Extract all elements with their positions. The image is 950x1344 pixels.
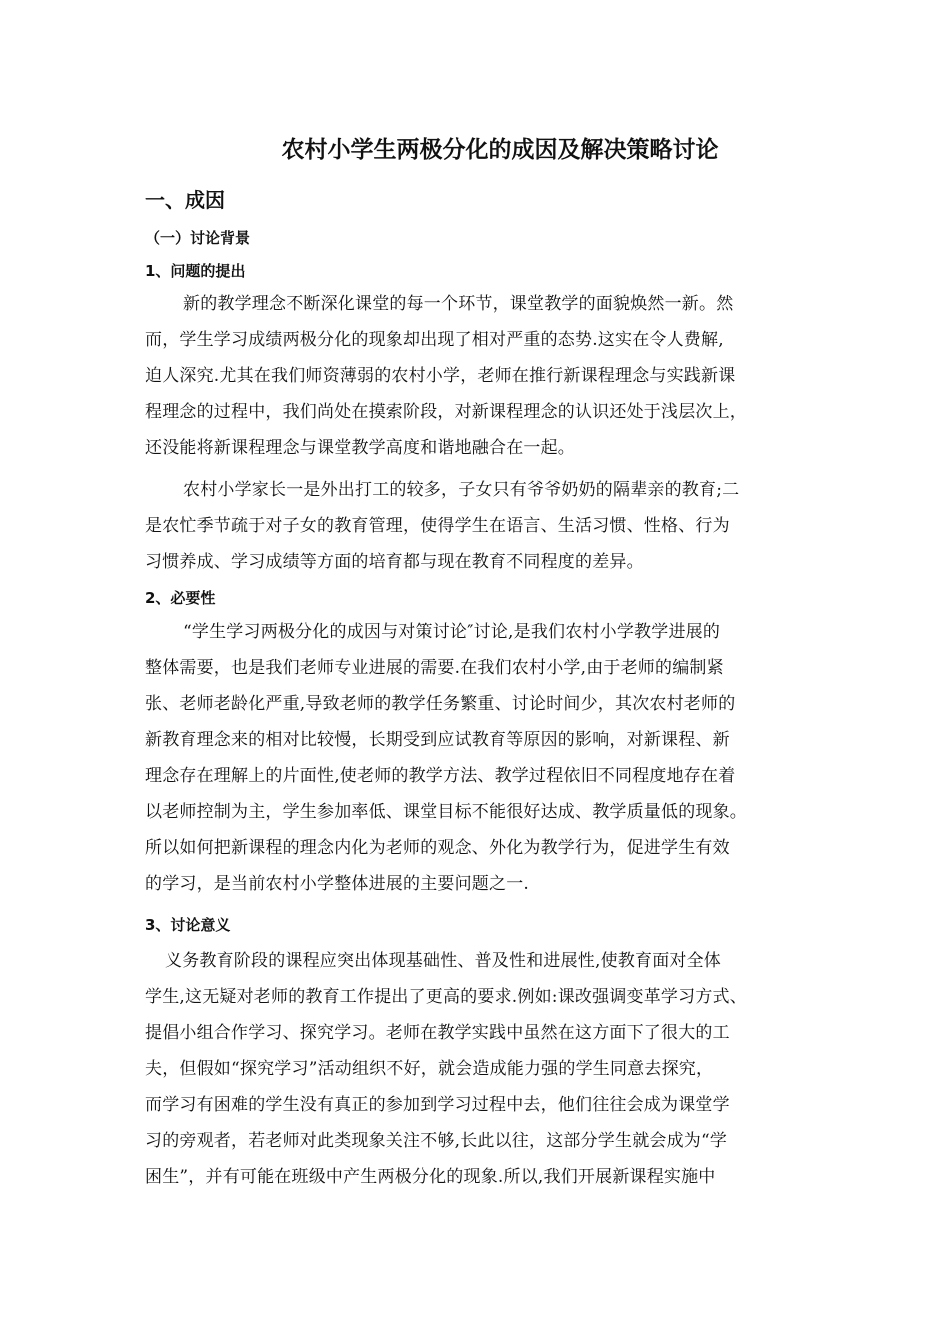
text-line: 程理念的过程中，我们尚处在摸索阶段，对新课程理念的认识还处于浅层次上， (145, 402, 747, 422)
text-line: 夫，但假如“探究学习”活动组织不好，就会造成能力强的学生同意去探究， (145, 1059, 714, 1079)
item-heading-necessity: 2、必要性 (145, 589, 216, 607)
section-heading-causes: 一、成因 (145, 188, 225, 212)
item-heading-problem: 1、问题的提出 (145, 262, 246, 280)
subsection-heading-background: （一）讨论背景 (145, 229, 251, 247)
text-line: 以老师控制为主，学生参加率低、课堂目标不能很好达成、教学质量低的现象。 (145, 802, 747, 822)
paragraph-necessity (145, 614, 825, 902)
text-line: 而学习有困难的学生没有真正的参加到学习过程中去，他们往往会成为课堂学 (145, 1095, 730, 1115)
text-line: 习惯养成、学习成绩等方面的培育都与现在教育不同程度的差异。 (145, 552, 644, 572)
paragraph-problem-2 (145, 472, 825, 580)
text-line: 是农忙季节疏于对子女的教育管理，使得学生在语言、生活习惯、性格、行为 (145, 516, 730, 536)
text-line: 的学习，是当前农村小学整体进展的主要问题之一. (145, 874, 530, 894)
text-line: 困生”，并有可能在班级中产生两极分化的现象.所以,我们开展新课程实施中 (145, 1167, 716, 1187)
paragraph-problem-1 (145, 286, 825, 466)
text-line: 农村小学家长一是外出打工的较多，子女只有爷爷奶奶的隔辈亲的教育;二 (183, 480, 740, 500)
text-line: 还没能将新课程理念与课堂教学高度和谐地融合在一起。 (145, 438, 575, 458)
text-line: “学生学习两极分化的成因与对策讨论″讨论,是我们农村小学教学进展的 (183, 622, 721, 642)
text-line: 所以如何把新课程的理念内化为老师的观念、外化为教学行为，促进学生有效 (145, 838, 730, 858)
text-line: 整体需要，也是我们老师专业进展的需要.在我们农村小学,由于老师的编制紧 (145, 658, 724, 678)
text-line: 学生,这无疑对老师的教育工作提出了更高的要求.例如:课改强调变革学习方式、 (145, 987, 747, 1007)
text-line: 迫人深究.尤其在我们师资薄弱的农村小学，老师在推行新课程理念与实践新课 (145, 366, 736, 386)
text-line: 习的旁观者，若老师对此类现象关注不够,长此以往，这部分学生就会成为“学 (145, 1131, 728, 1151)
text-line: 新教育理念来的相对比较慢，长期受到应试教育等原因的影响，对新课程、新 (145, 730, 730, 750)
text-line: 而，学生学习成绩两极分化的现象却出现了相对严重的态势.这实在令人费解, (145, 330, 724, 350)
text-line: 新的教学理念不断深化课堂的每一个环节，课堂教学的面貌焕然一新。然 (183, 294, 734, 314)
text-line: 张、老师老龄化严重,导致老师的教学任务繁重、讨论时间少，其次农村老师的 (145, 694, 736, 714)
text-line: 理念存在理解上的片面性,使老师的教学方法、教学过程依旧不同程度地存在着 (145, 766, 736, 786)
text-line: 义务教育阶段的课程应突出体现基础性、普及性和进展性,使教育面对全体 (165, 951, 722, 971)
paragraph-significance (145, 943, 825, 1195)
item-heading-significance: 3、讨论意义 (145, 916, 231, 934)
document-title: 农村小学生两极分化的成因及解决策略讨论 (281, 137, 719, 163)
text-line: 提倡小组合作学习、探究学习。老师在教学实践中虽然在这方面下了很大的工 (145, 1023, 730, 1043)
